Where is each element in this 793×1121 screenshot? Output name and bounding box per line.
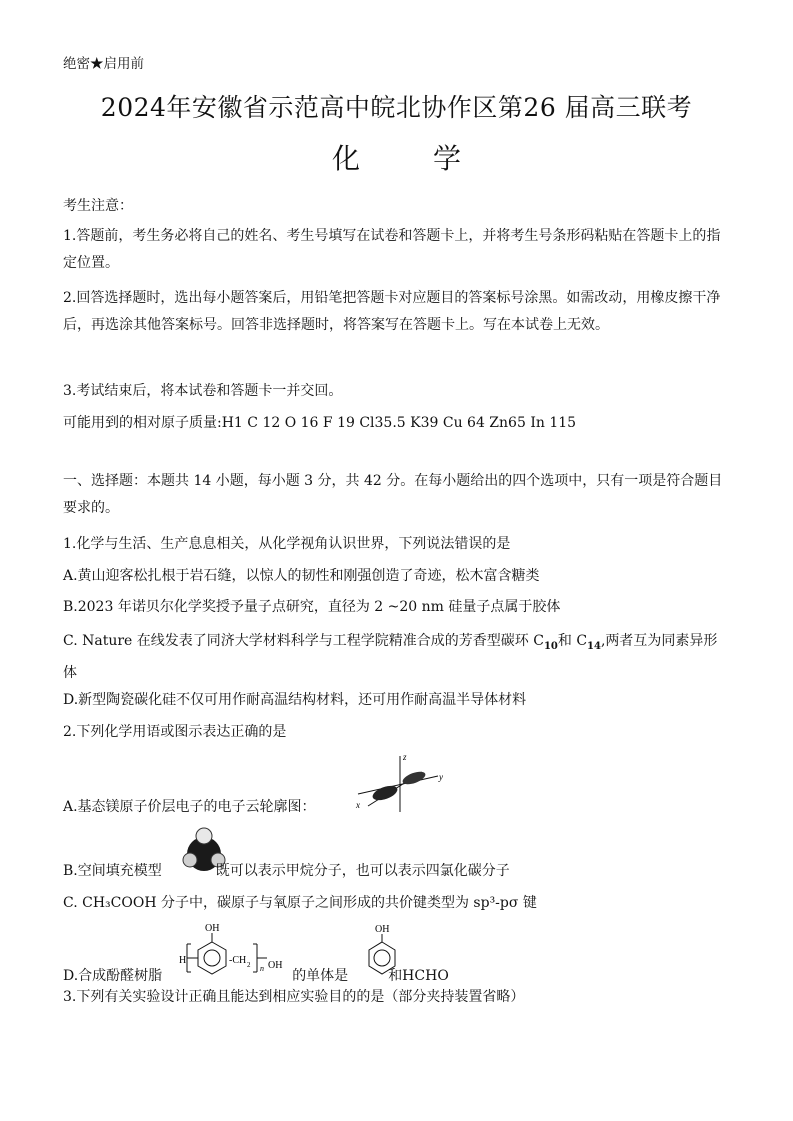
q1-option-c: C. Nature 在线发表了同济大学材料科学与工程学院精准合成的芳香型碳环 $C_{10}$和 $C_{14}$,两者互为同素异形体 [63,633,718,681]
q1-option-b: B.2023 年诺贝尔化学奖授予量子点研究，直径为 2 ~20 nm 硅量子点属于胶体 [63,599,561,615]
q2-option-c: C. CH₃COOH 分子中，碳原子与氧原子之间形成的共价键类型为 sp³-pσ 键 [63,895,537,911]
svg-text:OH: OH [375,924,390,935]
section-1-header: 一、选择题：本题共 14 小题，每小题 3 分，共 42 分。在每小题给出的四个选项中，只有一项是符合题目要求的。 [63,473,723,516]
x-axis-label: x [356,800,360,810]
y-axis-label: y [439,772,443,782]
orbital-lobe-right [401,769,427,787]
svg-text:2: 2 [247,961,251,969]
secret-label: 绝密★启用前 [63,56,144,72]
z-axis-label: z [403,752,407,762]
notice-heading: 考生注意： [63,198,133,214]
q2-option-a: A.基态镁原子价层电子的电子云轮廓图： [63,799,316,815]
svg-text:OH: OH [205,923,220,934]
q1-stem: 1.化学与生活、生产息息相关，从化学视角认识世界，下列说法错误的是 [63,536,511,552]
svg-text:OH: OH [268,960,283,971]
atomic-masses: 可能用到的相对原子质量:H1 C 12 O 16 F 19 Cl35.5 K39 Cu 64 Zn65 In 115 [63,415,577,431]
electron-cloud-figure [350,748,450,818]
svg-text:n: n [260,964,264,973]
q1-option-a: A.黄山迎客松扎根于岩石缝，以惊人的韧性和刚强创造了奇迹，松木富含糖类 [63,568,540,584]
notice-item-1: 1.答题前，考生务必将自己的姓名、考生号填写在试卷和答题卡上，并将考生号条形码粘贴在答题卡上的指定位置。 [63,228,721,271]
svg-text:-CH: -CH [229,955,247,966]
q2-option-d: D.合成酚醛树脂 的单体是 和HCHO [63,968,449,984]
q1-option-d: D.新型陶瓷碳化硅不仅可用作耐高温结构材料，还可用作耐高温半导体材料 [63,692,527,708]
notice-item-3: 3.考试结束后，将本试卷和答题卡一并交回。 [63,383,343,399]
q2-option-b: B.空间填充模型 既可以表示甲烷分子，也可以表示四氯化碳分子 [63,863,510,879]
svg-text:H: H [179,955,187,966]
notice-item-2: 2.回答选择题时，选出每小题答案后，用铅笔把答题卡对应题目的答案标号涂黑。如需改动，用橡皮擦干净后，再选涂其他答案标号。回答非选择题时，将答案写在答题卡上。写在本试卷上无效。 [63,290,721,333]
top-atom [196,828,212,844]
y-axis-line [358,776,438,794]
q3-stem: 3.下列有关实验设计正确且能达到相应实验目的的是（部分夹持装置省略） [63,989,525,1005]
exam-title: 2024年安徽省示范高中皖北协作区第26 届高三联考 [100,93,693,122]
subject-title: 化 学 [332,142,493,175]
q2-stem: 2.下列化学用语或图示表达正确的是 [63,724,287,740]
